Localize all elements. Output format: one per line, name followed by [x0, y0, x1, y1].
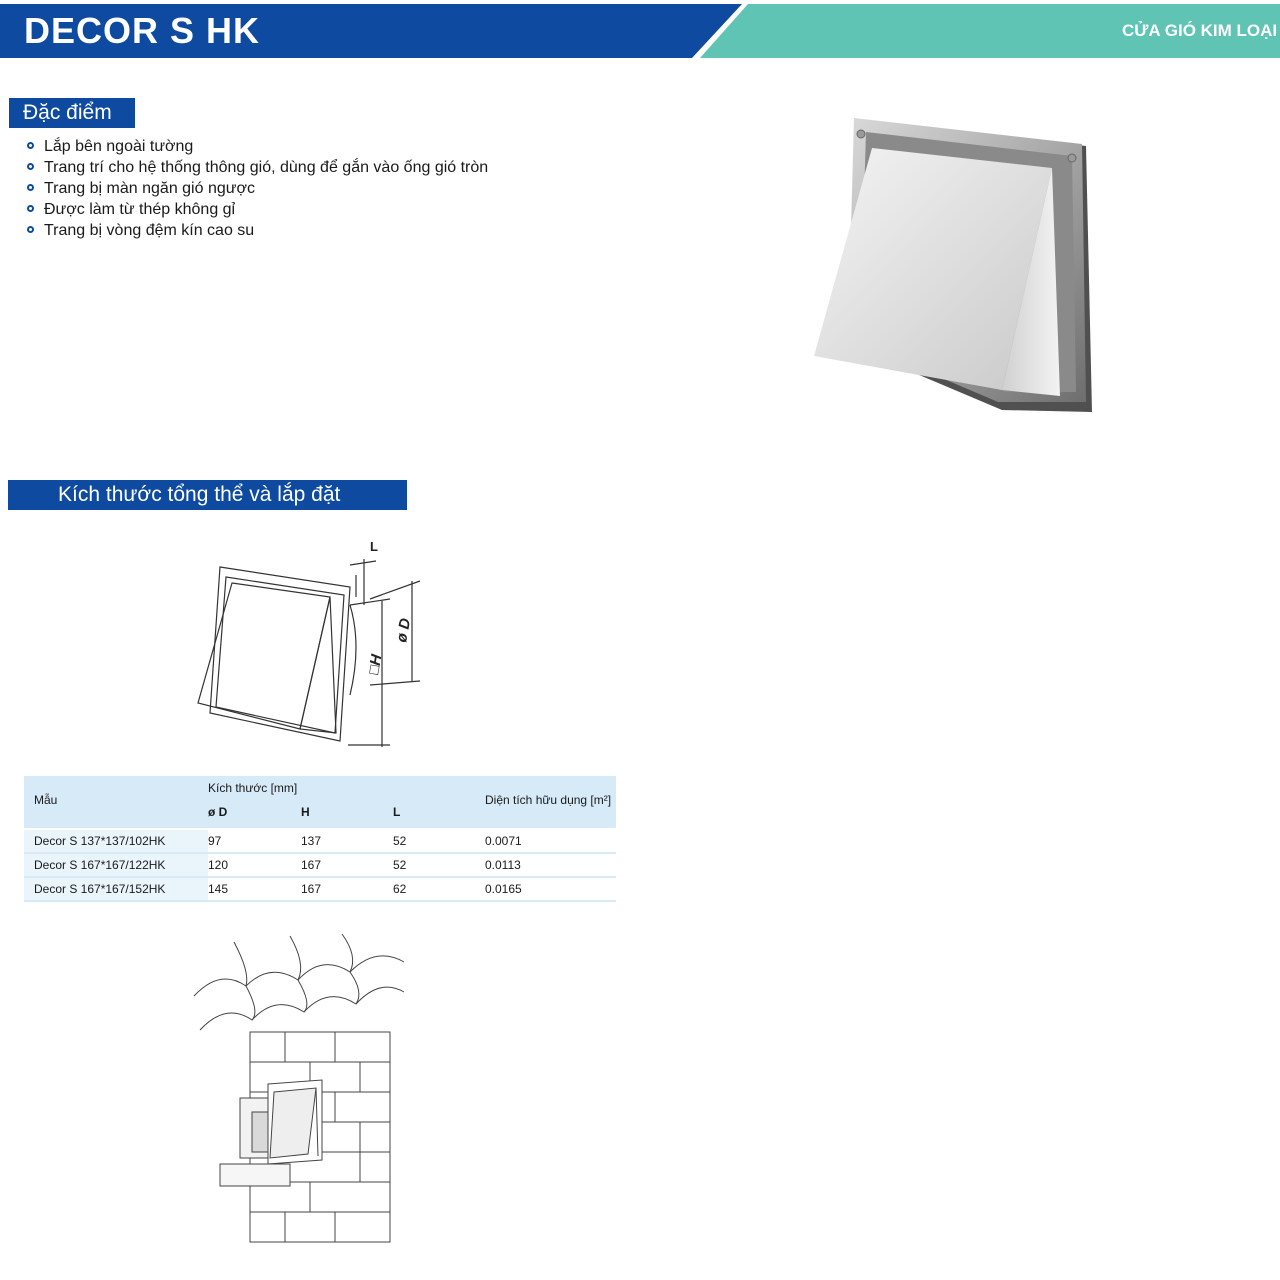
feature-text: Trang bị màn ngăn gió ngược	[44, 180, 255, 197]
cell-l: 62	[393, 882, 407, 896]
cell-model: Decor S 137*137/102HK	[24, 830, 208, 852]
bullet-icon	[27, 184, 34, 191]
cell-area: 0.0071	[485, 834, 522, 848]
label-l: L	[370, 539, 378, 554]
label-h: □H	[365, 653, 386, 676]
table-row	[24, 878, 616, 902]
feature-item	[26, 199, 488, 220]
cell-l: 52	[393, 834, 407, 848]
header-model: Mẫu	[34, 793, 58, 807]
table-row	[24, 854, 616, 878]
cell-l: 52	[393, 858, 407, 872]
cell-model: Decor S 167*167/152HK	[24, 878, 208, 900]
label-d: ø D	[393, 616, 415, 644]
header-area: Diện tích hữu dụng [m²]	[485, 793, 612, 807]
bullet-icon	[27, 163, 34, 170]
table-header	[24, 776, 616, 830]
product-title: DECOR S HK	[24, 10, 261, 51]
feature-item	[26, 220, 488, 241]
product-photo	[806, 112, 1098, 416]
dimensions-heading: Kích thước tổng thể và lắp đặt	[8, 480, 407, 510]
header-h: H	[301, 805, 310, 819]
bullet-icon	[27, 142, 34, 149]
features-list	[26, 136, 488, 241]
feature-item	[26, 157, 488, 178]
header-size-group: Kích thước [mm]	[208, 781, 298, 795]
cell-h: 167	[301, 882, 322, 896]
cell-d: 120	[208, 858, 229, 872]
cell-d: 97	[208, 834, 222, 848]
cell-h: 167	[301, 858, 322, 872]
bullet-icon	[27, 226, 34, 233]
header-l: L	[393, 805, 401, 819]
feature-text: Lắp bên ngoài tường	[44, 138, 194, 155]
cell-area: 0.0165	[485, 882, 522, 896]
features-heading: Đặc điểm	[9, 98, 135, 128]
cell-area: 0.0113	[485, 858, 521, 872]
spec-table	[24, 776, 616, 902]
cell-d: 145	[208, 882, 229, 896]
feature-text: Được làm từ thép không gỉ	[44, 201, 236, 218]
installation-drawing	[190, 932, 415, 1252]
dimension-drawing	[190, 535, 430, 755]
feature-item	[26, 136, 488, 157]
cell-h: 137	[301, 834, 322, 848]
category-label: CỬA GIÓ KIM LOẠI	[1122, 21, 1278, 40]
header-d: ø D	[208, 805, 228, 819]
cell-model: Decor S 167*167/122HK	[24, 854, 208, 876]
bullet-icon	[27, 205, 34, 212]
feature-text: Trang trí cho hệ thống thông gió, dùng để gắn vào ống gió tròn	[44, 159, 489, 176]
table-row	[24, 830, 616, 854]
feature-text: Trang bị vòng đệm kín cao su	[44, 222, 255, 239]
feature-item	[26, 178, 488, 199]
